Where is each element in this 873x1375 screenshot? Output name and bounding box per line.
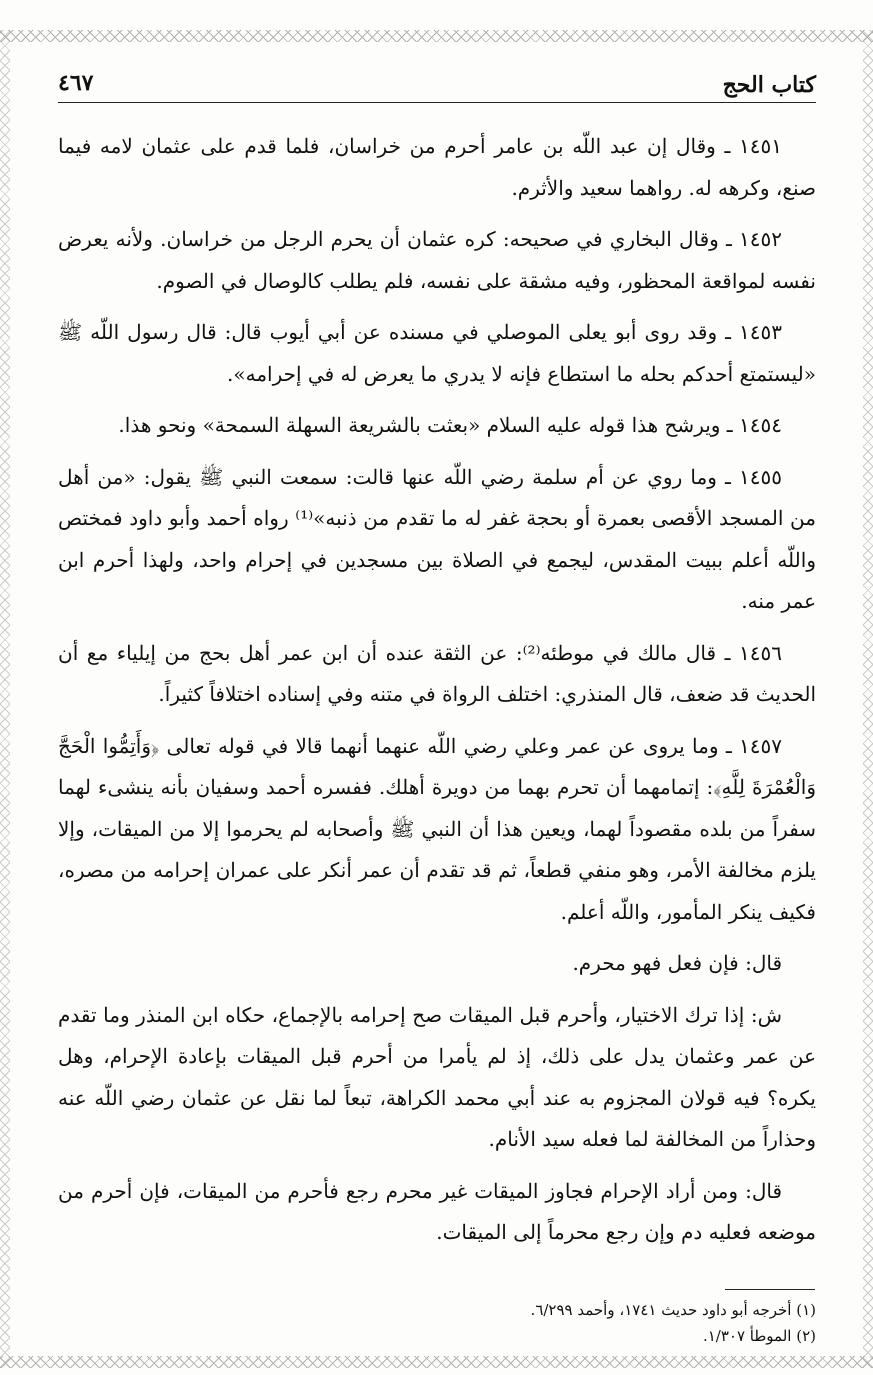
footnote-divider [725, 1289, 815, 1290]
footnotes [58, 1297, 816, 1349]
page-header [58, 66, 816, 103]
paragraph: ١٤٥٦ ـ قال مالك في موطئه⁽²⁾: عن الثقة عنده أن ابن عمر أهل بحج من إيلياء مع أن الحديث قد ضعف، قال المنذري: اختلف الرواة في متنه وفي إسناده اختلافاً كثيراً. [58, 640, 816, 706]
footnote: (٢) الموطأ ١/٣٠٧. [702, 1327, 816, 1345]
paragraph: ١٤٥٣ ـ وقد روى أبو يعلى الموصلي في مسنده عن أبي أيوب قال: قال رسول اللّه ﷺ «ليستمتع أحدكم بحله ما استطاع فإنه لا يدري ما يعرض له في إحرامه». [58, 320, 816, 386]
paragraph: ش: إذا ترك الاختيار، وأحرم قبل الميقات صح إحرامه بالإجماع، حكاه ابن المنذر وما تقدم عن عمر وعثمان يدل على ذلك، إذ لم يأمرا من أحرم قبل الميقات بإعادة الإحرام، وهل يكره؟ فيه قولان المجزوم به عند أبي محمد الكراهة، تبعاً لما نقل عن عثمان رضي اللّه عنه وحذاراً من المخالفة لما فعله سيد الأنام. [58, 1002, 816, 1151]
paragraph: ١٤٥٥ ـ وما روي عن أم سلمة رضي اللّه عنها قالت: سمعت النبي ﷺ يقول: «من أهل من المسجد الأقصى بعمرة أو بحجة غفر له ما تقدم من ذنبه»⁽¹⁾ رواه أحمد وأبو داود فمختص واللّه أعلم ببيت المقدس، ليجمع في الصلاة بين مسجدين في إحرام واحد، ولهذا أحرم ابن عمر منه. [58, 464, 816, 613]
page-number: ٤٦٧ [58, 70, 94, 96]
decorative-border-left [0, 30, 10, 1368]
paragraph: ١٤٥١ ـ وقال إن عبد اللّه بن عامر أحرم من خراسان، فلما قدم على عثمان لامه فيما صنع، وكرهه له. رواهما سعيد والأثرم. [58, 134, 816, 200]
page-body [58, 126, 816, 1264]
decorative-border-right [863, 30, 873, 1368]
paragraph: قال: ومن أراد الإحرام فجاوز الميقات غير محرم رجع فأحرم من الميقات، فإن أحرم من موضعه فعليه دم وإن رجع محرماً إلى الميقات. [58, 1178, 816, 1244]
book-title: كتاب الحج [722, 72, 816, 98]
paragraph: قال: فإن فعل فهو محرم. [572, 951, 782, 975]
paragraph: ١٤٥٧ ـ وما يروى عن عمر وعلي رضي اللّه عنهما أنهما قالا في قوله تعالى ﴿وَأَتِمُّوا الْحَجَّ وَالْعُمْرَةَ لِلَّهِ﴾: إتمامهما أن تحرم بهما من دويرة أهلك. ففسره أحمد وسفيان بأنه ينشىء لهما سفراً من بلده مقصوداً لهما، ويعين هذا أن النبي ﷺ وأصحابه لم يحرموا إلا من الميقات، وإلا يلزم مخالفة الأمر، وهو منفي قطعاً، ثم قد تقدم أن عمر أنكر على عمران إحرامه من مصره، فكيف ينكر المأمور، واللّه أعلم. [58, 733, 816, 924]
decorative-border-top [0, 30, 873, 42]
footnote: (١) أخرجه أبو داود حديث ١٧٤١، وأحمد ٦/٢٩٩. [530, 1301, 816, 1319]
decorative-border-bottom [0, 1356, 873, 1368]
paragraph: ١٤٥٤ ـ ويرشح هذا قوله عليه السلام «بعثت بالشريعة السهلة السمحة» ونحو هذا. [118, 413, 782, 437]
paragraph: ١٤٥٢ ـ وقال البخاري في صحيحه: كره عثمان أن يحرم الرجل من خراسان. ولأنه يعرض نفسه لمواقعة المحظور، وفيه مشقة على نفسه، فلم يطلب كالوصال في الصوم. [58, 227, 816, 293]
